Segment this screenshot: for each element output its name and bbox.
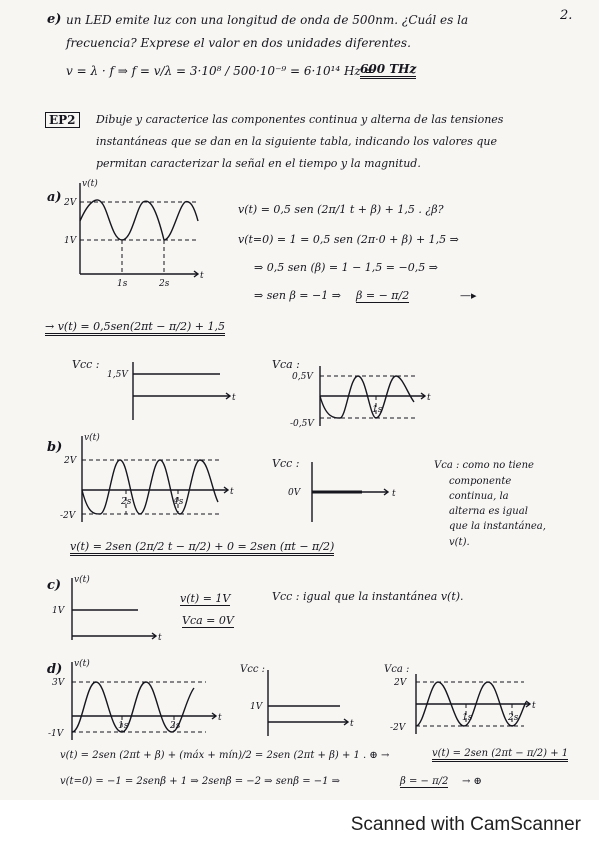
part-a-graph bbox=[60, 178, 210, 290]
svg-text:t: t bbox=[392, 489, 396, 499]
part-c-graph bbox=[52, 574, 168, 646]
svg-text:3V: 3V bbox=[52, 678, 65, 688]
part-a-beta: β = − π/2 bbox=[356, 289, 410, 302]
svg-text:t: t bbox=[200, 271, 204, 281]
svg-text:1V: 1V bbox=[250, 702, 263, 712]
part-b-vcc-graph bbox=[282, 460, 422, 530]
part-a-result: → v(t) = 0,5sen(2πt − π/2) + 1,5 bbox=[45, 320, 225, 336]
svg-text:v(t): v(t) bbox=[84, 433, 100, 443]
part-e-formula: v = λ · f ⇒ f = v/λ = 3·10⁸ / 500·10⁻⁹ = 6·10¹⁴ Hz = bbox=[66, 64, 375, 78]
svg-text:2s: 2s bbox=[508, 713, 519, 723]
svg-text:-2V: -2V bbox=[390, 723, 406, 733]
part-c-vcc-line: v(t) = 1V bbox=[180, 592, 231, 605]
part-d-eq2-result: β = − π/2 bbox=[400, 776, 449, 787]
part-b-graph bbox=[60, 432, 240, 527]
svg-text:2V: 2V bbox=[64, 198, 77, 208]
svg-text:2V: 2V bbox=[64, 456, 77, 466]
svg-text:t: t bbox=[158, 633, 162, 643]
part-c-vca-line: Vca = 0V bbox=[182, 614, 234, 627]
part-d-vca-graph bbox=[378, 670, 548, 750]
svg-text:v(t): v(t) bbox=[74, 659, 90, 669]
part-d-eq1-result: v(t) = 2sen (2πt − π/2) + 1 bbox=[432, 748, 568, 762]
part-a-vca-label: Vca : bbox=[272, 358, 300, 371]
part-d-vcc-label: Vcc : bbox=[240, 664, 265, 675]
svg-text:t: t bbox=[427, 393, 431, 403]
part-a-vcc-graph bbox=[105, 360, 245, 430]
part-c-vcc-note: Vcc : igual que la instantánea v(t). bbox=[272, 590, 464, 603]
part-b-result: v(t) = 2sen (2π/2 t − π/2) + 0 = 2sen (πt − π/2) bbox=[70, 540, 334, 556]
part-a-label: a) bbox=[47, 190, 62, 205]
svg-text:4s: 4s bbox=[173, 497, 184, 507]
part-e-answer: 600 THz bbox=[360, 62, 416, 79]
ep2-line1: Dibuje y caracterice las componentes continua y alterna de las tensiones bbox=[96, 113, 504, 126]
part-d-vca-label: Vca : bbox=[384, 664, 410, 675]
svg-text:v(t): v(t) bbox=[82, 179, 98, 189]
svg-text:2s: 2s bbox=[159, 279, 170, 289]
ep2-tag: EP2 bbox=[45, 112, 80, 128]
part-a-eq1: v(t) = 0,5 sen (2π/1 t + β) + 1,5 . ¿β? bbox=[238, 203, 444, 216]
svg-text:-1V: -1V bbox=[48, 729, 64, 739]
part-d-vcc-graph bbox=[240, 666, 360, 746]
svg-text:1s: 1s bbox=[462, 713, 473, 723]
svg-text:t: t bbox=[232, 393, 236, 403]
svg-text:v(t): v(t) bbox=[74, 575, 90, 585]
svg-text:1s: 1s bbox=[118, 721, 129, 731]
part-a-eq2: v(t=0) = 1 = 0,5 sen (2π·0 + β) + 1,5 ⇒ bbox=[238, 233, 459, 246]
svg-text:t: t bbox=[350, 719, 354, 729]
part-e-label: e) bbox=[47, 12, 62, 27]
svg-text:0,5V: 0,5V bbox=[292, 372, 313, 382]
part-a-vca-graph bbox=[290, 364, 440, 434]
part-a-eq4: ⇒ sen β = −1 ⇒ bbox=[254, 289, 341, 302]
part-d-eq1: v(t) = 2sen (2πt + β) + (máx + mín)/2 = 2sen (2πt + β) + 1 . ⊕ → bbox=[60, 750, 390, 761]
svg-text:1V: 1V bbox=[52, 606, 65, 616]
part-d-graph bbox=[48, 658, 228, 743]
footer-bar bbox=[0, 800, 599, 848]
svg-text:t: t bbox=[532, 701, 536, 711]
svg-text:t: t bbox=[230, 487, 234, 497]
svg-text:1s: 1s bbox=[117, 279, 128, 289]
svg-text:2s: 2s bbox=[121, 497, 132, 507]
svg-text:-2V: -2V bbox=[60, 511, 76, 521]
svg-text:2V: 2V bbox=[394, 678, 407, 688]
svg-text:-0,5V: -0,5V bbox=[290, 419, 314, 429]
ep2-line2: instantáneas que se dan en la siguiente tabla, indicando los valores que bbox=[96, 135, 497, 148]
part-d-eq2-tail: → ⊕ bbox=[462, 776, 482, 787]
svg-text:0V: 0V bbox=[288, 488, 301, 498]
scanned-page: 2. e) un LED emite luz con una longitud de onda de 500nm. ¿Cuál es la frecuencia? Exprese el valor en dos unidades diferentes. v = λ · f ⇒ f = v/λ = 3·10⁸ / 500·10⁻⁹ = 6·10¹⁴ Hz = 600 THz EP2 Dibuje y caracterice las componentes continua y alterna de las tensiones instantáneas que se dan en la siguiente tabla, indicando los valores que permitan caracterizar la señal en el tiempo y la magnitud. a) v(t) 2V 1V 1s 2s t v(t) = 0,5 sen (2π/1 t + β) + 1,5 . ¿β? v(t=0) = 1 = 0,5 sen (2π·0 + β) + 1,5 ⇒ ⇒ 0,5 sen (β) = 1 − 1,5 = −0,5 ⇒ ⇒ sen β = −1 ⇒ β = − π/2 —▸ → v(t) = 0,5sen(2πt − π/2) + 1,5 Vcc : 1,5V t Vca : 0,5V -0,5V 1s t b) v(t) 2V -2V 2s 4s t Vcc : 0V t Vca : como no tiene componente continua, la alterna es igual que la instantánea, v(t). v(t) = 2sen (2π/2 t − π/2) + 0 = 2sen (πt − π/2) c) v(t) 1V t v(t) = 1V Vca = 0V Vcc : igual que la instantánea v(t). d) v(t) 3V -1V 1s 2s t Vcc : 1V t Vca : 2V -2V 1s 2s t v(t) = 2sen (2πt + β) + (máx + mín)/2 = 2sen (2πt + β) + 1 . ⊕ → v(t) = 2sen (2πt − π/2) + 1 v(t=0) = −1 = 2senβ + 1 ⇒ 2senβ = −2 ⇒ senβ = −1 ⇒ β = − π/2 → ⊕ bbox=[0, 0, 599, 800]
svg-text:2s: 2s bbox=[170, 721, 181, 731]
page-number: 2. bbox=[560, 8, 573, 23]
svg-text:1V: 1V bbox=[64, 236, 77, 246]
svg-text:t: t bbox=[218, 713, 222, 723]
svg-text:1,5V: 1,5V bbox=[107, 370, 128, 380]
part-a-vcc-label: Vcc : bbox=[72, 358, 100, 371]
camscanner-watermark: Scanned with CamScanner bbox=[350, 814, 581, 835]
part-e-line2: frecuencia? Exprese el valor en dos unidades diferentes. bbox=[66, 36, 411, 50]
part-d-label: d) bbox=[47, 662, 63, 677]
part-d-eq2: v(t=0) = −1 = 2senβ + 1 ⇒ 2senβ = −2 ⇒ senβ = −1 ⇒ bbox=[60, 776, 341, 787]
part-b-label: b) bbox=[47, 440, 63, 455]
part-b-vcc-label: Vcc : bbox=[272, 457, 300, 470]
part-c-label: c) bbox=[47, 578, 62, 593]
part-a-arrow: —▸ bbox=[460, 289, 477, 302]
part-e-line1: un LED emite luz con una longitud de onda de 500nm. ¿Cuál es la bbox=[66, 13, 469, 27]
part-a-eq3: ⇒ 0,5 sen (β) = 1 − 1,5 = −0,5 ⇒ bbox=[254, 261, 438, 274]
ep2-line3: permitan caracterizar la señal en el tiempo y la magnitud. bbox=[96, 157, 421, 170]
svg-text:1s: 1s bbox=[372, 405, 383, 415]
